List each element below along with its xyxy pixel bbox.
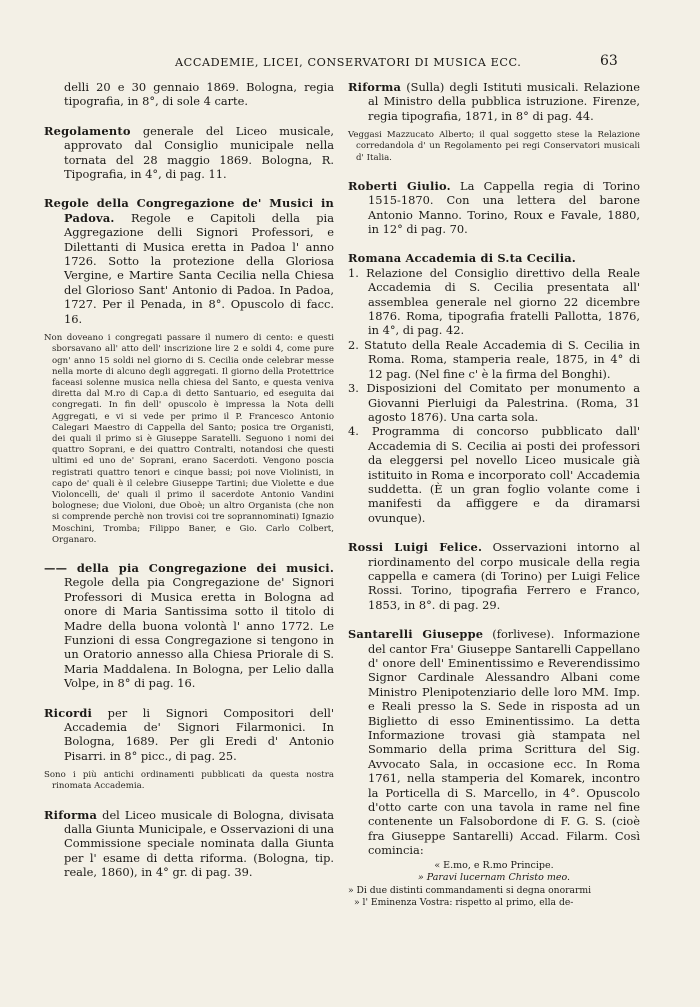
list-item: 3. Disposizioni del Comitato per monumento a Giovanni Pierluigi da Palestrina. (Roma, 31 agosto 1876). Una carta sola. (348, 381, 640, 424)
entry-santarelli (348, 627, 640, 858)
entry-heading: Regole della Congregazione de' Musici in Padova. (44, 196, 334, 225)
running-title: ACCADEMIE, LICEI, CONSERVATORI DI MUSICA ECC. (175, 56, 522, 69)
entry-riforma-istituti (348, 80, 640, 123)
right-column (348, 80, 640, 909)
quote-line: » Di due distinti commandamenti si degna onorarmi (348, 884, 592, 896)
entry-text: Regole e Capitoli della pia Aggregazione delli Signori Professori, e Dilettanti di Musica eretta in Padoa l' anno 1726. Sotto la protezione della Gloriosa Vergine, e Martire Santa Cecilia nella Chiesa del Glorioso Sant' Antonio di Padoa. In Padoa, 1727. Per il Penada, in 8°. Opuscolo di facc. 16. (64, 210, 334, 326)
entry-ricordi (44, 706, 334, 764)
left-column (44, 80, 334, 895)
footnote-ricordi: Sono i più antichi ordinamenti pubblicati da questa nostra rinomata Accademia. (44, 770, 334, 792)
footnote-riforma: Veggasi Mazzucato Alberto; il qual soggetto stese la Relazione corredandola d' un Regolamento pei regi Conservatori musicali d' Italia. (348, 130, 640, 163)
quote-line: » l' Eminenza Vostra: rispetto al primo, ella de- (354, 896, 574, 908)
footnote-padova: Non doveano i congregati passare il numero di cento: e questi sborsavano all' atto dell' inscrizione lire 2 e soldi 4, come pure ogn' anno 15 soldi nel giorno di S. Cecilia onde celebrar messe nella morte di alcuno degli aggregati. Il giorno della Protettrice faceasi solenne musica nella chiesa del Santo, e questa veniva diretta dal M.ro di Cap.a di detto Santuario, ed eseguita dai congregati. In fin dell' opuscolo è impressa la Nota delli Aggregati, e vi si vede per primo il P. Francesco Antonio Calegari Maestro di Cappella del Santo; posica tre Organisti, dei quali il primo si è Giuseppe Saratelli. Seguono i nomi dei quattro Soprani, e dei quattro Contralti, notandosi che questi ultimi ed uno de' Soprani, erano Sacerdoti. Vengono poscia registrati quattro tenori e cinque bassi; poi nove Violinisti, in capo de' quali è il celebre Giuseppe Tartini; due Violette e due Violoncelli, de' quali il primo il sacerdote Antonio Vandini bolognese; due Violoni, due Oboè; un altro Organista (che non si comprende perchè non trovisi coi tre soprannominati) Ignazio Moschini, Tromba; Filippo Baner, e Gio. Carlo Colbert, Organaro. (44, 333, 334, 545)
quote-line: « E.mo, e R.mo Principe. (434, 859, 554, 871)
entry-text: per li Signori Compositori dell' Accademia de' Signori Filarmonici. In Bologna, 1689. Per gli Eredi d' Antonio Pisarri. in 8° picc., di pag. 25. (64, 705, 334, 763)
list-item: 1. Relazione del Consiglio direttivo della Reale Accademia di S. Cecilia presentata all' assemblea generale nel giorno 22 dicembre 1876. Roma, tipografia fratelli Pallotta, 1876, in 4°, di pag. 42. (348, 265, 640, 338)
entry-riforma-liceo (44, 808, 334, 880)
entry-text: Osservazioni intorno al riordinamento del corpo musicale della regia cappella e camera (di Torino) per Luigi Felice Rossi. Torino, tipografia Ferrero e Franco, 1853, in 8°. di pag. 29. (368, 540, 640, 612)
entry-roberti (348, 179, 640, 237)
entry-text: del Liceo musicale di Bologna, divisata dalla Giunta Municipale, e Osservazioni di una Commissione speciale nominata dalla Giunta per l' esame di detta riforma. (Bologna, tip. reale, 1860), in 4° gr. di pag. 39. (64, 807, 334, 880)
entry-romana-accademia (348, 251, 640, 525)
entry-heading: Santarelli Giuseppe (348, 627, 484, 642)
entry-regolamento (44, 124, 334, 182)
entry-heading: Riforma (44, 807, 98, 822)
entry-heading: Romana Accademia di S.ta Cecilia. (348, 251, 576, 266)
entry-heading: Regolamento (44, 123, 131, 138)
entry-text: delli 20 e 30 gennaio 1869. Bologna, regia tipografia, in 8°, di sole 4 carte. (64, 80, 334, 109)
entry-heading: Ricordi (44, 705, 93, 720)
list-item: 2. Statuto della Reale Accademia di S. Cecilia in Roma. Roma, stamperia reale, 1875, in 4° di 12 pag. (Nel fine c' è la firma del Bonghi). (348, 337, 640, 381)
entry-text: Regole della pia Congregazione de' Signori Professori di Musica eretta in Bologna ad onore di Maria Santissima sotto il titolo di Madre della buona volontà l' anno 1772. Le Funzioni di essa Congregazione si tengono in un Oratorio annesso alla Chiesa Priorale di S. Maria Maddalena. In Bologna, per Lelio dalla Volpe, in 8° di pag. 16. (64, 575, 334, 691)
entry-heading: —— della pia Congregazione dei musici. (44, 560, 334, 575)
entry-text: (Sulla) degli Istituti musicali. Relazione al Ministro della pubblica istruzione. Firenze, regia tipografia, 1871, in 8° di pag. 44. (368, 80, 640, 123)
page-number: 63 (600, 53, 618, 69)
entry-heading: Rossi Luigi Felice. (348, 540, 483, 555)
entry-text: (forlivese). Informazione del cantor Fra' Giuseppe Santarelli Cappellano d' onore dell' Eminentissimo e Reverendissimo Signor Cardinale Alessandro Albani come Ministro Plenipotenziario delle loro MM. Imp. e Reali presso la S. Sede in risposta ad un Biglietto di esso Eminentissimo. La detta Informazione trovasi già stampata nel Sommario della prima Scrittura del Sig. Avvocato Sala, in occasione ecc. In Roma 1761, nella stamperia del Komarek, incontro la Porticella di S. Marcello, in 4°. Opuscolo d'otto carte con una tavola in rame nel fine contenente un Falsobordone di F. G. S. (cioè fra Giuseppe Santarelli) Accad. Filarm. Così comincia: (368, 627, 640, 858)
entry-text: La Cappella regia di Torino 1515-1870. Con una lettera del barone Antonio Manno. Torino, Roux e Favale, 1880, in 12° di pag. 70. (368, 178, 640, 237)
entry-heading: Riforma (348, 80, 402, 94)
entry-continuation (44, 80, 334, 109)
entry-pia-congregazione (44, 561, 334, 691)
entry-text: generale del Liceo musicale, approvato dal Consiglio municipale nella tornata del 28 maggio 1869. Bologna, R. Tipografia, in 4°, di pag. 11. (64, 123, 334, 182)
entry-regole-padova (44, 196, 334, 326)
running-header (0, 52, 700, 76)
entry-heading: Roberti Giulio. (348, 178, 451, 193)
quote-line: » Paravi lucernam Christo meo. (417, 872, 571, 884)
list-item: 4. Programma di concorso pubblicato dall' Accademia di S. Cecilia ai posti dei professori da eleggersi pel novello Liceo musicale già istituito in Roma e incorporato coll' Accademia suddetta. (È un gran foglio volante come i manifesti da affiggere e da diramarsi ovunque). (348, 424, 640, 525)
entry-rossi (348, 540, 640, 612)
